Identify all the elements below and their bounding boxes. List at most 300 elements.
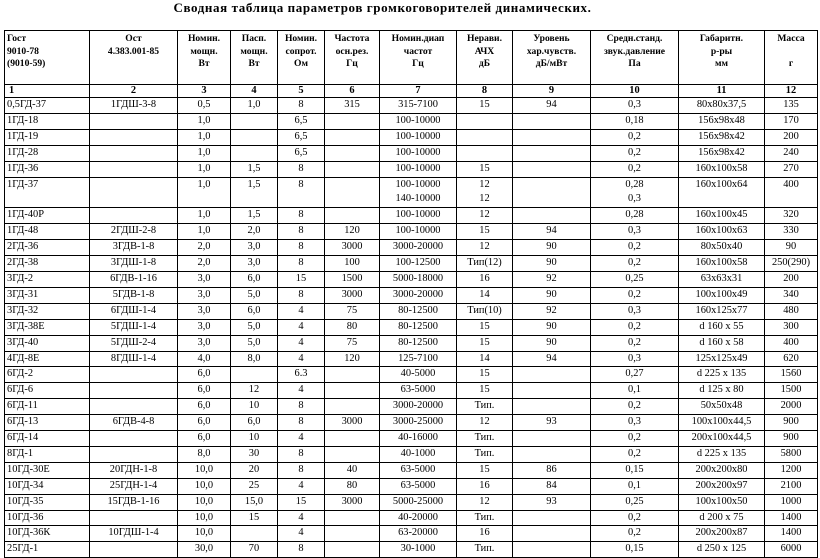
table-cell: 8 bbox=[278, 224, 325, 240]
table-row bbox=[5, 145, 818, 161]
table-cell: 14 bbox=[457, 287, 513, 303]
table-cell: 3ГД-31 bbox=[5, 287, 90, 303]
table-cell bbox=[231, 129, 278, 145]
table-cell: 6ГД-11 bbox=[5, 399, 90, 415]
table-cell: 93 bbox=[513, 415, 591, 431]
table-cell bbox=[513, 542, 591, 558]
table-cell: 90 bbox=[513, 287, 591, 303]
table-cell: 200x100x44,5 bbox=[679, 431, 765, 447]
table-cell bbox=[90, 177, 178, 208]
cell-line: 12 bbox=[479, 193, 490, 205]
table-cell: 0,15 bbox=[591, 462, 679, 478]
table-cell: 330 bbox=[765, 224, 818, 240]
table-cell: 90 bbox=[513, 240, 591, 256]
table-cell bbox=[231, 526, 278, 542]
table-cell: 40 bbox=[325, 462, 380, 478]
column-header bbox=[325, 31, 380, 85]
table-row bbox=[5, 367, 818, 383]
table-cell: 0,2 bbox=[591, 510, 679, 526]
table-cell: 0,2 bbox=[591, 240, 679, 256]
column-header-line: Вт bbox=[198, 58, 210, 69]
table-cell: 6ГДВ-1-16 bbox=[90, 271, 178, 287]
table-cell: 6,0 bbox=[178, 431, 231, 447]
table-cell bbox=[325, 177, 380, 208]
table-cell: 100-10000 bbox=[380, 145, 457, 161]
column-header bbox=[278, 31, 325, 85]
table-cell: 100-10000 bbox=[380, 224, 457, 240]
table-cell: 20ГДН-1-8 bbox=[90, 462, 178, 478]
table-cell: 70 bbox=[231, 542, 278, 558]
table-cell: 1ГДШ-3-8 bbox=[90, 98, 178, 114]
table-cell: Тип. bbox=[457, 446, 513, 462]
table-cell: 90 bbox=[765, 240, 818, 256]
table-cell: 8 bbox=[278, 98, 325, 114]
table-cell: 0,5ГД-37 bbox=[5, 98, 90, 114]
column-number: 7 bbox=[380, 85, 457, 98]
table-cell: 8,0 bbox=[178, 446, 231, 462]
column-header bbox=[679, 31, 765, 85]
column-header-line: Пасп. bbox=[241, 33, 267, 44]
table-cell: 8 bbox=[278, 399, 325, 415]
table-cell: 3ГДВ-1-8 bbox=[90, 240, 178, 256]
table-cell: 270 bbox=[765, 161, 818, 177]
table-cell: 15 bbox=[457, 224, 513, 240]
table-row bbox=[5, 446, 818, 462]
table-cell: 5000-18000 bbox=[380, 271, 457, 287]
column-header-line: осн.рез. bbox=[335, 45, 369, 57]
table-cell: 20 bbox=[231, 462, 278, 478]
table-cell: 12 bbox=[457, 208, 513, 224]
table-row bbox=[5, 335, 818, 351]
table-cell: 2ГД-38 bbox=[5, 256, 90, 272]
table-cell: Тип(10) bbox=[457, 303, 513, 319]
table-cell: 16 bbox=[457, 478, 513, 494]
table-cell: 4 bbox=[278, 319, 325, 335]
table-cell: 6ГД-2 bbox=[5, 367, 90, 383]
table-cell bbox=[513, 431, 591, 447]
column-header-line bbox=[767, 46, 815, 59]
speaker-parameters-table bbox=[4, 30, 818, 558]
table-cell: 16 bbox=[457, 526, 513, 542]
table-cell: 1400 bbox=[765, 510, 818, 526]
table-cell bbox=[90, 431, 178, 447]
table-cell: 3,0 bbox=[231, 256, 278, 272]
table-cell: 3000-25000 bbox=[380, 415, 457, 431]
table-cell: 8 bbox=[278, 462, 325, 478]
table-cell: 100x100x49 bbox=[679, 287, 765, 303]
column-header-line: Ом bbox=[294, 58, 308, 69]
table-row bbox=[5, 399, 818, 415]
table-cell: 10 bbox=[231, 431, 278, 447]
column-header-line: 9010-78 bbox=[7, 45, 39, 57]
column-header-line: Гост bbox=[7, 33, 27, 44]
column-number: 8 bbox=[457, 85, 513, 98]
table-cell: 4 bbox=[278, 303, 325, 319]
table-cell: 0,2 bbox=[591, 431, 679, 447]
table-cell bbox=[513, 129, 591, 145]
table-cell: 2100 bbox=[765, 478, 818, 494]
table-row bbox=[5, 113, 818, 129]
table-cell: 1,0 bbox=[178, 113, 231, 129]
table-row bbox=[5, 98, 818, 114]
column-header-line: звук.давление bbox=[603, 45, 666, 57]
column-number-row bbox=[5, 85, 818, 98]
table-cell: 40-5000 bbox=[380, 367, 457, 383]
table-cell bbox=[231, 367, 278, 383]
column-number: 12 bbox=[765, 85, 818, 98]
table-cell: 4 bbox=[278, 335, 325, 351]
cell-line: 100-10000 bbox=[395, 178, 441, 190]
table-row bbox=[5, 478, 818, 494]
table-cell: 10,0 bbox=[178, 510, 231, 526]
table-cell: 1500 bbox=[765, 383, 818, 399]
table-cell bbox=[513, 526, 591, 542]
table-cell: 125x125x49 bbox=[679, 351, 765, 367]
table-cell: 25 bbox=[231, 478, 278, 494]
table-cell: 80x80x37,5 bbox=[679, 98, 765, 114]
table-cell: 200 bbox=[765, 271, 818, 287]
table-cell: 75 bbox=[325, 303, 380, 319]
table-cell: 315 bbox=[325, 98, 380, 114]
table-cell bbox=[90, 367, 178, 383]
table-cell: 3ГДШ-1-8 bbox=[90, 256, 178, 272]
table-cell: 156x98x42 bbox=[679, 145, 765, 161]
cell-line: 140-10000 bbox=[395, 193, 441, 205]
table-cell: 1,5 bbox=[231, 208, 278, 224]
table-cell: 320 bbox=[765, 208, 818, 224]
table-row bbox=[5, 510, 818, 526]
table-cell: 8 bbox=[278, 287, 325, 303]
table-cell: 1ГД-40Р bbox=[5, 208, 90, 224]
table-cell: 1500 bbox=[325, 271, 380, 287]
table-cell: 125-7100 bbox=[380, 351, 457, 367]
table-cell: 63-5000 bbox=[380, 478, 457, 494]
table-cell: 240 bbox=[765, 145, 818, 161]
column-header bbox=[380, 31, 457, 85]
table-cell: 15 bbox=[457, 161, 513, 177]
table-cell bbox=[325, 129, 380, 145]
table-cell: 0,2 bbox=[591, 129, 679, 145]
column-number: 1 bbox=[5, 85, 90, 98]
table-cell bbox=[325, 383, 380, 399]
table-cell: 10,0 bbox=[178, 494, 231, 510]
column-header-line: частот bbox=[403, 45, 433, 57]
table-cell: 8 bbox=[278, 161, 325, 177]
table-cell: 100-10000 bbox=[380, 208, 457, 224]
table-cell: 100-12500 bbox=[380, 256, 457, 272]
table-cell: 92 bbox=[513, 271, 591, 287]
table-cell bbox=[457, 145, 513, 161]
table-cell: 1400 bbox=[765, 526, 818, 542]
table-cell: 6,0 bbox=[231, 271, 278, 287]
table-cell: 10,0 bbox=[178, 478, 231, 494]
table-cell bbox=[90, 383, 178, 399]
table-cell: 25ГД-1 bbox=[5, 542, 90, 558]
table-cell: 16 bbox=[457, 271, 513, 287]
table-cell: 63-5000 bbox=[380, 462, 457, 478]
table-cell: 3,0 bbox=[178, 303, 231, 319]
table-cell: 4 bbox=[278, 351, 325, 367]
table-cell: 1,0 bbox=[178, 161, 231, 177]
table-cell bbox=[325, 161, 380, 177]
table-cell: 6,0 bbox=[178, 415, 231, 431]
table-cell: 63-20000 bbox=[380, 526, 457, 542]
table-cell: 40-16000 bbox=[380, 431, 457, 447]
table-cell: 8,0 bbox=[231, 351, 278, 367]
table-cell: 3,0 bbox=[178, 319, 231, 335]
table-cell: 10ГД-30Е bbox=[5, 462, 90, 478]
table-cell: 1ГД-36 bbox=[5, 161, 90, 177]
column-number: 9 bbox=[513, 85, 591, 98]
table-cell: 620 bbox=[765, 351, 818, 367]
table-cell: 0,3 bbox=[591, 224, 679, 240]
table-cell: 5ГДВ-1-8 bbox=[90, 287, 178, 303]
column-header-line: хар.чувств. bbox=[526, 45, 577, 57]
table-cell: 10ГД-36 bbox=[5, 510, 90, 526]
table-cell bbox=[325, 510, 380, 526]
table-cell: 0,2 bbox=[591, 319, 679, 335]
table-cell: 6ГД-14 bbox=[5, 431, 90, 447]
table-cell: 94 bbox=[513, 98, 591, 114]
table-cell bbox=[513, 383, 591, 399]
table-cell: 0,3 bbox=[591, 351, 679, 367]
table-cell: 8ГДШ-1-4 bbox=[90, 351, 178, 367]
column-header-line: сопрот. bbox=[285, 45, 317, 57]
table-cell: 15ГДВ-1-16 bbox=[90, 494, 178, 510]
table-cell: d 200 x 75 bbox=[679, 510, 765, 526]
table-cell bbox=[90, 542, 178, 558]
column-header bbox=[765, 31, 818, 85]
table-cell bbox=[457, 129, 513, 145]
table-cell: 6ГД-6 bbox=[5, 383, 90, 399]
table-cell: 160x100x64 bbox=[679, 177, 765, 208]
table-cell: 3,0 bbox=[231, 240, 278, 256]
cell-line: 0,28 bbox=[625, 178, 644, 190]
table-cell: 3ГД-2 bbox=[5, 271, 90, 287]
table-cell bbox=[325, 446, 380, 462]
table-cell: 0,18 bbox=[591, 113, 679, 129]
table-cell: 5,0 bbox=[231, 335, 278, 351]
column-number: 3 bbox=[178, 85, 231, 98]
table-cell: 80 bbox=[325, 319, 380, 335]
table-cell: 3ГД-40 bbox=[5, 335, 90, 351]
table-cell: 0,28 bbox=[591, 208, 679, 224]
table-row bbox=[5, 462, 818, 478]
table-cell: 5000-25000 bbox=[380, 494, 457, 510]
table-cell: 2,0 bbox=[178, 256, 231, 272]
table-cell: 30 bbox=[231, 446, 278, 462]
table-cell: 200 bbox=[765, 129, 818, 145]
table-row bbox=[5, 319, 818, 335]
table-cell: 340 bbox=[765, 287, 818, 303]
table-cell: 90 bbox=[513, 256, 591, 272]
column-header bbox=[513, 31, 591, 85]
table-cell: d 125 x 80 bbox=[679, 383, 765, 399]
table-cell bbox=[90, 510, 178, 526]
table-row bbox=[5, 240, 818, 256]
table-cell: 8ГД-1 bbox=[5, 446, 90, 462]
table-cell: 15 bbox=[278, 271, 325, 287]
table-cell bbox=[325, 542, 380, 558]
column-number: 10 bbox=[591, 85, 679, 98]
table-cell: 93 bbox=[513, 494, 591, 510]
table-cell: 0,2 bbox=[591, 526, 679, 542]
table-cell: 200x200x80 bbox=[679, 462, 765, 478]
column-header-line: Гц bbox=[412, 58, 424, 69]
table-cell: 6,0 bbox=[231, 415, 278, 431]
table-cell: 3000 bbox=[325, 287, 380, 303]
table-cell: 15 bbox=[457, 335, 513, 351]
table-cell: 15 bbox=[231, 510, 278, 526]
table-cell: 0,25 bbox=[591, 494, 679, 510]
table-cell: 160x125x77 bbox=[679, 303, 765, 319]
column-header-line: Гц bbox=[346, 58, 358, 69]
table-cell: 100-10000 bbox=[380, 161, 457, 177]
table-cell bbox=[513, 510, 591, 526]
table-cell: 0,2 bbox=[591, 287, 679, 303]
table-cell: 0,2 bbox=[591, 335, 679, 351]
table-cell: 1ГД-48 bbox=[5, 224, 90, 240]
table-cell: 5ГДШ-2-4 bbox=[90, 335, 178, 351]
table-cell: 63-5000 bbox=[380, 383, 457, 399]
table-cell: 6000 bbox=[765, 542, 818, 558]
table-cell: 1,0 bbox=[231, 98, 278, 114]
table-cell bbox=[513, 113, 591, 129]
column-number: 2 bbox=[90, 85, 178, 98]
table-cell: 170 bbox=[765, 113, 818, 129]
table-cell: 4 bbox=[278, 510, 325, 526]
table-cell bbox=[90, 446, 178, 462]
table-cell: 4ГД-8Е bbox=[5, 351, 90, 367]
table-cell: 0,2 bbox=[591, 399, 679, 415]
table-cell: 3000-20000 bbox=[380, 240, 457, 256]
table-cell bbox=[325, 399, 380, 415]
table-cell: 100 bbox=[325, 256, 380, 272]
table-cell: 6ГДВ-4-8 bbox=[90, 415, 178, 431]
table-cell bbox=[325, 526, 380, 542]
table-cell: d 250 x 125 bbox=[679, 542, 765, 558]
column-header-line: г bbox=[788, 58, 794, 69]
table-row bbox=[5, 494, 818, 510]
table-cell: 15 bbox=[457, 319, 513, 335]
cell-line: 12 bbox=[479, 178, 490, 190]
table-cell bbox=[231, 145, 278, 161]
table-cell: 100x100x44,5 bbox=[679, 415, 765, 431]
table-cell: 1,5 bbox=[231, 161, 278, 177]
table-cell: 15 bbox=[278, 494, 325, 510]
table-cell: 0,1 bbox=[591, 478, 679, 494]
table-cell: 80-12500 bbox=[380, 319, 457, 335]
table-cell bbox=[90, 129, 178, 145]
table-cell: 30-1000 bbox=[380, 542, 457, 558]
table-cell: 2,0 bbox=[178, 240, 231, 256]
table-cell: 0,5 bbox=[178, 98, 231, 114]
table-cell: 6.3 bbox=[278, 367, 325, 383]
table-cell: 40-20000 bbox=[380, 510, 457, 526]
table-cell: 160x100x45 bbox=[679, 208, 765, 224]
table-cell: 1ГД-37 bbox=[5, 177, 90, 208]
column-header-line: мм bbox=[714, 58, 729, 69]
table-cell: 75 bbox=[325, 335, 380, 351]
table-row bbox=[5, 129, 818, 145]
table-cell bbox=[591, 177, 679, 208]
table-cell: 3000 bbox=[325, 494, 380, 510]
table-cell: 1,0 bbox=[178, 208, 231, 224]
column-header bbox=[457, 31, 513, 85]
table-cell: 0,3 bbox=[591, 303, 679, 319]
table-cell: 8 bbox=[278, 446, 325, 462]
table-cell: 3,0 bbox=[178, 335, 231, 351]
column-number: 11 bbox=[679, 85, 765, 98]
column-header-line: Уровень bbox=[533, 33, 570, 44]
table-cell bbox=[90, 145, 178, 161]
table-cell: Тип. bbox=[457, 542, 513, 558]
table-row bbox=[5, 177, 818, 208]
table-cell bbox=[90, 113, 178, 129]
table-row bbox=[5, 526, 818, 542]
table-cell: 2ГД-36 bbox=[5, 240, 90, 256]
table-cell: Тип. bbox=[457, 510, 513, 526]
column-header-line: Нерави. bbox=[467, 33, 502, 44]
table-row bbox=[5, 161, 818, 177]
column-header-line: мощн. bbox=[240, 45, 268, 57]
table-cell: 120 bbox=[325, 224, 380, 240]
table-cell: 4,0 bbox=[178, 351, 231, 367]
table-row bbox=[5, 208, 818, 224]
table-cell: 200x200x87 bbox=[679, 526, 765, 542]
table-cell: 1ГД-28 bbox=[5, 145, 90, 161]
table-cell: 8 bbox=[278, 256, 325, 272]
column-header-line: Габаритн. bbox=[699, 33, 744, 44]
table-cell: 10ГД-36К bbox=[5, 526, 90, 542]
table-cell: 3,0 bbox=[178, 287, 231, 303]
table-cell: 0,27 bbox=[591, 367, 679, 383]
table-cell: 135 bbox=[765, 98, 818, 114]
column-header-line: 4.383.001-85 bbox=[107, 45, 160, 57]
column-header-line: дБ bbox=[478, 58, 491, 69]
table-cell: 12 bbox=[231, 383, 278, 399]
table-cell: 3000-20000 bbox=[380, 287, 457, 303]
column-header-line: дБ/мВт bbox=[535, 58, 568, 69]
table-cell: 6,5 bbox=[278, 145, 325, 161]
table-cell: 3000-20000 bbox=[380, 399, 457, 415]
table-cell: 400 bbox=[765, 177, 818, 208]
table-cell: 10 bbox=[231, 399, 278, 415]
page-title: Сводная таблица параметров громкоговорителей динамических. bbox=[173, 0, 592, 15]
table-cell: 5800 bbox=[765, 446, 818, 462]
table-cell: 0,2 bbox=[591, 446, 679, 462]
table-cell: 12 bbox=[457, 240, 513, 256]
table-cell: Тип. bbox=[457, 431, 513, 447]
table-row bbox=[5, 271, 818, 287]
table-cell: 3000 bbox=[325, 415, 380, 431]
table-cell: 94 bbox=[513, 351, 591, 367]
column-header-line: (9010-59) bbox=[7, 58, 46, 69]
table-cell: 0,3 bbox=[591, 98, 679, 114]
table-cell: 4 bbox=[278, 383, 325, 399]
table-cell: 2ГДШ-2-8 bbox=[90, 224, 178, 240]
column-header-line: Средн.станд. bbox=[606, 33, 663, 44]
table-cell: 100x100x50 bbox=[679, 494, 765, 510]
table-cell: 15 bbox=[457, 367, 513, 383]
table-cell: 100-10000 bbox=[380, 129, 457, 145]
table-cell: 6,0 bbox=[178, 383, 231, 399]
table-cell: 14 bbox=[457, 351, 513, 367]
table-row bbox=[5, 303, 818, 319]
table-cell: 2000 bbox=[765, 399, 818, 415]
table-cell: 8 bbox=[278, 208, 325, 224]
table-cell: 1200 bbox=[765, 462, 818, 478]
